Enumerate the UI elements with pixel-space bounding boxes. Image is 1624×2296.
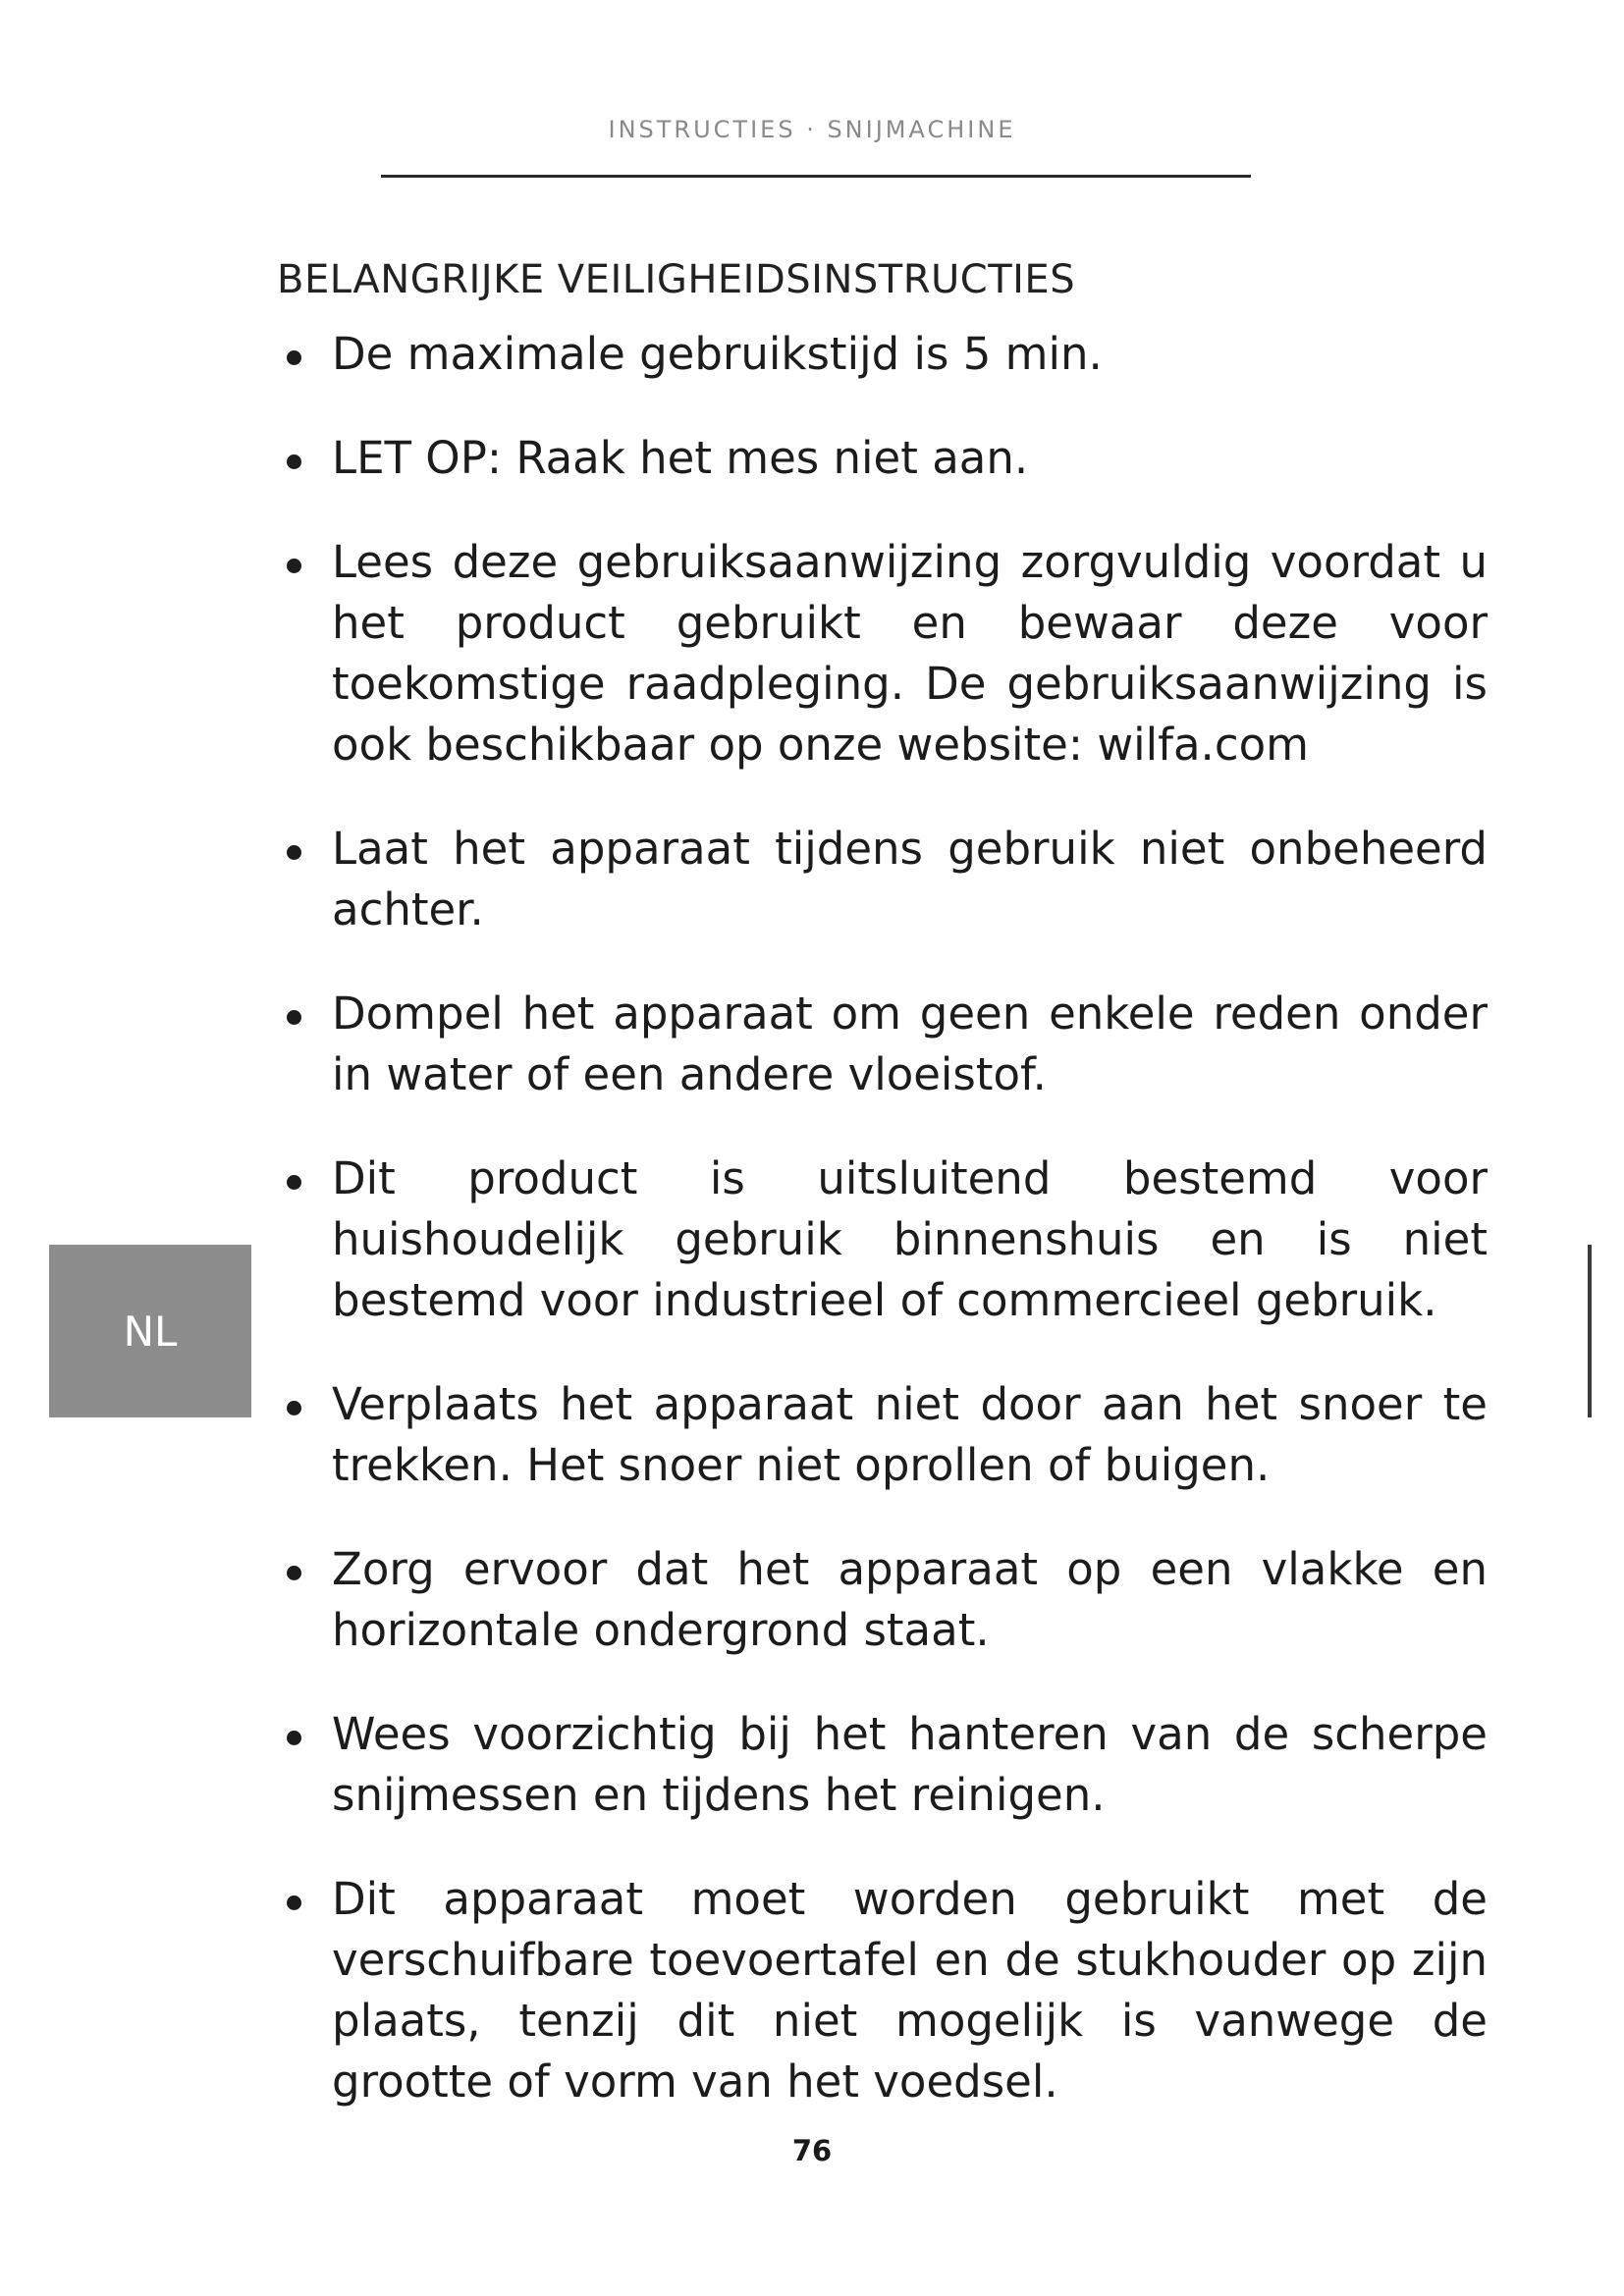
list-item	[275, 324, 1488, 385]
section-title: BELANGRIJKE VEILIGHEIDSINSTRUCTIES	[277, 257, 1076, 302]
running-header: INSTRUCTIES · SNIJMACHINE	[608, 116, 1016, 143]
page-edge-marker	[1588, 1245, 1592, 1417]
list-item-text: Laat het apparaat tijdens gebruik niet onbeheerd achter.	[332, 823, 1488, 935]
language-tab	[49, 1245, 251, 1417]
list-item-text: Dit product is uitsluitend bestemd voor huishoudelijk gebruik binnenshuis en is niet bestemd voor industrieel of commercieel gebruik.	[332, 1152, 1488, 1326]
list-item-text: De maximale gebruikstijd is 5 min.	[332, 328, 1103, 380]
bullet-icon	[287, 1566, 301, 1580]
bullet-icon	[287, 1175, 301, 1190]
list-item	[275, 819, 1488, 940]
list-item-text: Lees deze gebruiksaanwijzing zorgvuldig voordat u het product gebruikt en bewaar deze voor toekomstige raadpleging. De gebruiksaanwijzing is ook beschikbaar op onze website: wilfa.com	[332, 536, 1488, 771]
bullet-icon	[287, 1896, 301, 1910]
list-item-text: Dompel het apparaat om geen enkele reden onder in water of een andere vloeistof.	[332, 988, 1488, 1100]
bullet-icon	[287, 845, 301, 860]
bullet-icon	[287, 454, 301, 469]
list-item	[275, 428, 1488, 489]
list-item-text: Wees voorzichtig bij het hanteren van de scherpe snijmessen en tijdens het reinigen.	[332, 1708, 1488, 1821]
bullet-icon	[287, 559, 301, 573]
list-item-text: Dit apparaat moet worden gebruikt met de verschuifbare toevoertafel en de stukhouder op zijn plaats, tenzij dit niet mogelijk is vanwege de grootte of vorm van het voedsel.	[332, 1873, 1488, 2108]
bullet-icon	[287, 1010, 301, 1025]
list-item-text: LET OP: Raak het mes niet aan.	[332, 432, 1029, 484]
list-item	[275, 532, 1488, 775]
list-item	[275, 1539, 1488, 1661]
language-tab-label: NL	[123, 1307, 178, 1356]
list-item	[275, 1704, 1488, 1826]
safety-instructions-list	[275, 324, 1488, 2156]
list-item	[275, 1374, 1488, 1496]
list-item	[275, 1148, 1488, 1331]
header-divider	[381, 175, 1251, 178]
list-item	[275, 984, 1488, 1105]
list-item	[275, 1869, 1488, 2112]
list-item-text: Verplaats het apparaat niet door aan het snoer te trekken. Het snoer niet oprollen of buigen.	[332, 1378, 1488, 1491]
bullet-icon	[287, 1731, 301, 1745]
list-item-text: Zorg ervoor dat het apparaat op een vlakke en horizontale ondergrond staat.	[332, 1543, 1488, 1656]
bullet-icon	[287, 1401, 301, 1415]
page-number: 76	[791, 2134, 833, 2167]
bullet-icon	[287, 350, 301, 365]
